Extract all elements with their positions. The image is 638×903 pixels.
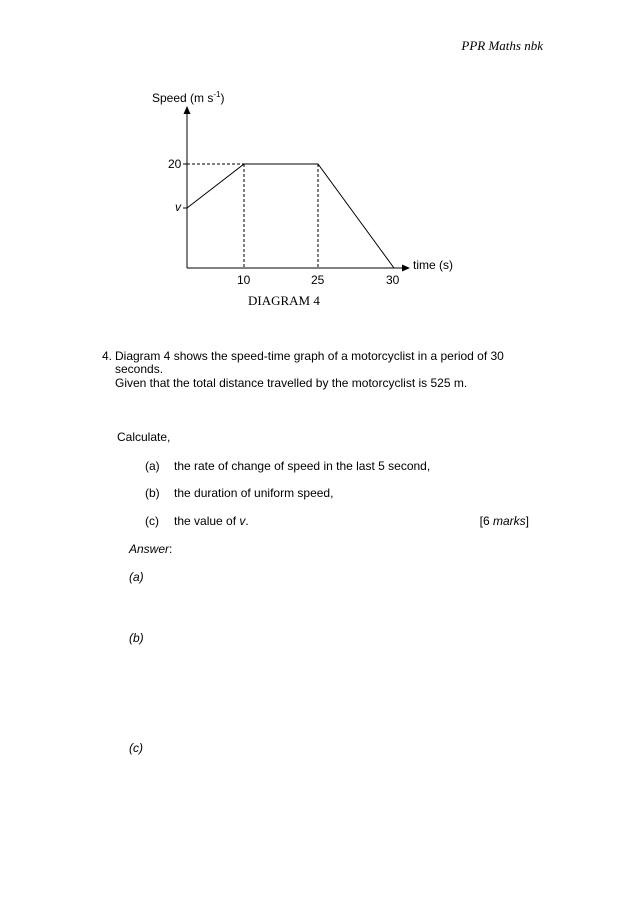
calculate-instruction: Calculate,: [117, 430, 171, 444]
answer-part-a: (a): [129, 570, 144, 584]
part-c-label: (c): [145, 514, 159, 528]
question-text-line3: Given that the total distance travelled by the motorcyclist is 525 m.: [115, 376, 468, 390]
part-c-text: the value of v.: [174, 514, 249, 528]
part-b-label: (b): [145, 486, 160, 500]
x-tick-label-10: 10: [237, 273, 251, 287]
marks-allocation: [6 marks]: [479, 514, 529, 528]
variable-v: v: [239, 514, 246, 528]
page-header: PPR Maths nbk: [461, 38, 543, 53]
x-axis-label: time (s): [413, 258, 453, 272]
question-text-line1: Diagram 4 shows the speed-time graph of a motorcyclist in a period of 30: [115, 349, 504, 363]
y-axis-label: Speed (m $s^{-1}$): [152, 90, 225, 105]
y-tick-label-20: 20: [168, 157, 182, 171]
answer-label: Answer:: [129, 542, 173, 556]
question-text-line2: seconds.: [115, 362, 164, 376]
x-axis-arrow: [402, 265, 410, 272]
part-a-label: (a): [145, 459, 160, 473]
part-a-text: the rate of change of speed in the last 5 second,: [174, 459, 431, 473]
part-b-text: the duration of uniform speed,: [174, 486, 334, 500]
diagram-caption: DIAGRAM 4: [248, 293, 320, 308]
x-tick-label-25: 25: [311, 273, 325, 287]
y-axis-arrow: [184, 106, 191, 114]
y-tick-label-v: v: [175, 200, 181, 214]
x-tick-label-30: 30: [386, 273, 400, 287]
answer-part-b: (b): [129, 631, 144, 645]
speed-curve: [187, 164, 394, 268]
answer-part-c: (c): [129, 741, 143, 755]
question-number: 4.: [102, 349, 113, 363]
speed-time-graph: [0, 0, 638, 320]
